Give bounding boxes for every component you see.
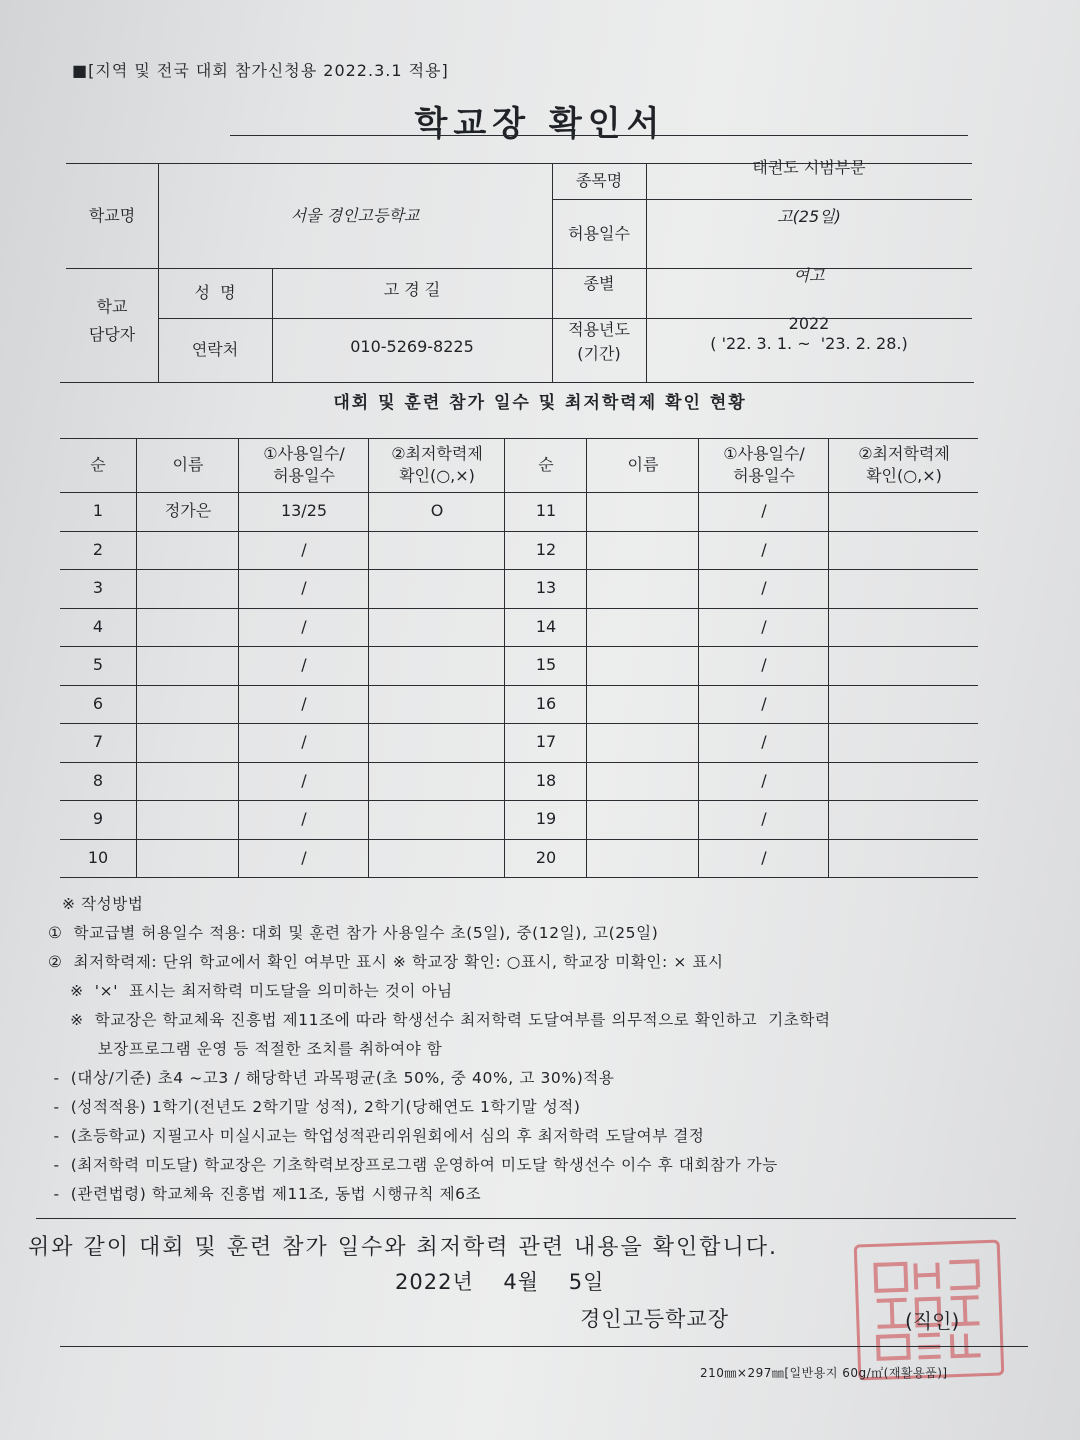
student-name [586, 762, 699, 801]
row-number: 8 [92, 770, 104, 790]
row-number: 3 [92, 578, 104, 598]
row-number: 19 [504, 800, 587, 839]
instructions [48, 890, 1008, 1209]
used-allowed-days: / [238, 685, 369, 724]
type-value: 여고 [793, 266, 825, 286]
confirmation-statement: 위와 같이 대회 및 훈련 참가 일수와 최저학력 관련 내용을 확인합니다. [28, 1235, 778, 1260]
min-academic-check [828, 608, 979, 647]
used-allowed-days: / [238, 800, 369, 839]
student-name [586, 839, 699, 878]
allowed-days-value: 고(25일) [777, 207, 841, 227]
table-row [60, 685, 978, 725]
table-row [60, 492, 978, 532]
student-name [136, 800, 239, 839]
row-number: 11 [504, 492, 587, 531]
header-days-right-line-1: ①사용일수/ [723, 444, 805, 464]
student-name [136, 762, 239, 801]
applied-year-value: 2022 [788, 314, 830, 334]
row-number: 10 [87, 847, 109, 867]
table-row [60, 762, 978, 802]
student-name [136, 531, 239, 570]
header-days-right [698, 438, 829, 492]
student-name [586, 531, 699, 570]
instruction-line: ※ '×' 표시는 최저학력 미도달을 의미하는 것이 아님 [48, 982, 453, 1000]
used-allowed-days: / [238, 762, 369, 801]
row-number: 6 [92, 693, 104, 713]
type-label: 종별 [583, 274, 615, 294]
school-name-value: 서울 경인고등학교 [290, 205, 420, 225]
header-min-right-line-2: 확인(○,×) [866, 466, 942, 485]
event-value: 태권도 시범부문 [752, 158, 866, 178]
row-number: 9 [92, 809, 104, 829]
used-allowed-days: / [698, 839, 829, 878]
row-number: 16 [504, 685, 587, 724]
student-name [586, 646, 699, 685]
instruction-line: - (초등학교) 지필고사 미실시교는 학업성적관리위원회에서 심의 후 최저학력 도달여부 결정 [48, 1127, 705, 1145]
phone-label: 연락처 [191, 340, 239, 360]
header-min-right-line-1: ②최저학력제 [858, 444, 950, 464]
contact-person-label-2: 담당자 [88, 325, 136, 345]
used-allowed-days: / [698, 723, 829, 762]
used-allowed-days: / [238, 531, 369, 570]
student-name [136, 685, 239, 724]
row-number: 17 [504, 723, 587, 762]
phone-value: 010-5269-8225 [350, 337, 474, 357]
student-name [586, 492, 699, 531]
row-number: 2 [92, 539, 104, 559]
issue-date: 2022년 4월 5일 [395, 1270, 605, 1294]
min-academic-check [828, 685, 979, 724]
applied-year-label-2: (기간) [577, 344, 621, 364]
used-allowed-days: / [238, 608, 369, 647]
min-academic-check [828, 839, 979, 878]
person-name-value: 고 경 길 [383, 280, 441, 300]
applied-year-label-1: 적용년도 [568, 320, 630, 340]
instruction-line: 보장프로그램 운영 등 적절한 조치를 취하여야 함 [48, 1040, 443, 1058]
student-name [136, 646, 239, 685]
header-min-line-1: ②최저학력제 [391, 444, 483, 464]
min-academic-check [368, 723, 505, 762]
row-number: 4 [92, 616, 104, 636]
instruction-line: - (최저학력 미도달) 학교장은 기초학력보장프로그램 운영하여 미도달 학생선수 이수 후 대회참가 가능 [48, 1156, 778, 1174]
school-name-label: 학교명 [88, 205, 136, 225]
min-academic-check [828, 762, 979, 801]
instruction-line: - (관련법령) 학교체육 진흥법 제11조, 동법 시행규칙 제6조 [48, 1185, 482, 1203]
min-academic-check [828, 569, 979, 608]
row-number: 18 [504, 762, 587, 801]
min-academic-check [828, 531, 979, 570]
principal-title: 경인고등학교장 [580, 1307, 730, 1331]
used-allowed-days: / [698, 685, 829, 724]
applied-period-value: ( '22. 3. 1. ~ '23. 2. 28.) [710, 334, 908, 354]
table-row [60, 608, 978, 648]
header-min-line-2: 확인(○,×) [399, 466, 475, 485]
student-name: 정가은 [136, 492, 239, 531]
instruction-line: - (성적적용) 1학기(전년도 2학기말 성적), 2학기(당해연도 1학기말 성적) [48, 1098, 581, 1116]
table-row [60, 839, 978, 879]
row-number: 13 [504, 569, 587, 608]
table-row [60, 569, 978, 609]
min-academic-check [828, 800, 979, 839]
used-allowed-days: / [698, 646, 829, 685]
instructions-heading: ※ 작성방법 [62, 895, 144, 913]
student-name [586, 608, 699, 647]
used-allowed-days: / [698, 762, 829, 801]
row-number: 1 [92, 501, 104, 521]
student-name [586, 685, 699, 724]
header-days-line-1: ①사용일수/ [263, 444, 345, 464]
min-academic-check [828, 492, 979, 531]
used-allowed-days: / [698, 800, 829, 839]
student-name [136, 723, 239, 762]
min-academic-check [368, 762, 505, 801]
student-name [136, 839, 239, 878]
row-number: 12 [504, 531, 587, 570]
header-min-academic-right [828, 438, 979, 492]
used-allowed-days: / [698, 569, 829, 608]
used-allowed-days: 13/25 [238, 492, 369, 531]
seal-label: (직인) [905, 1309, 960, 1333]
min-academic-check [368, 608, 505, 647]
instruction-line: ② 최저학력제: 단위 학교에서 확인 여부만 표시 ※ 학교장 확인: ○표시, 학교장 미확인: × 표시 [48, 953, 724, 971]
header-name: 이름 [136, 438, 239, 492]
used-allowed-days: / [238, 569, 369, 608]
header-days-line-2: 허용일수 [273, 466, 335, 485]
form-usage-note: ■[지역 및 전국 대회 참가신청용 2022.3.1 적용] [72, 61, 449, 80]
min-academic-check [368, 569, 505, 608]
used-allowed-days: / [698, 492, 829, 531]
student-name [136, 569, 239, 608]
student-name [136, 608, 239, 647]
min-academic-check [368, 839, 505, 878]
table-header-row [60, 438, 978, 493]
header-no: 순 [90, 455, 106, 475]
row-number: 5 [92, 655, 104, 675]
row-number: 20 [504, 839, 587, 878]
header-name-right: 이름 [586, 438, 699, 492]
student-name [586, 569, 699, 608]
contact-person-label-1: 학교 [96, 297, 128, 317]
person-name-label: 성 명 [194, 283, 236, 303]
used-allowed-days: / [238, 646, 369, 685]
min-academic-check [368, 800, 505, 839]
used-allowed-days: / [698, 531, 829, 570]
used-allowed-days: / [698, 608, 829, 647]
min-academic-check [368, 646, 505, 685]
instruction-line: - (대상/기준) 초4 ~고3 / 해당학년 과목평균(초 50%, 중 40%, 고 30%)적용 [48, 1069, 615, 1087]
instruction-line: ① 학교급별 허용일수 적용: 대회 및 훈련 참가 사용일수 초(5일), 중(12일), 고(25일) [48, 924, 659, 942]
student-name [586, 723, 699, 762]
min-academic-check [368, 531, 505, 570]
instruction-line: ※ 학교장은 학교체육 진흥법 제11조에 따라 학생선수 최저학력 도달여부를 의무적으로 확인하고 기초학력 [48, 1011, 831, 1029]
instructions-lines [48, 919, 1008, 1209]
header-days-right-line-2: 허용일수 [733, 466, 795, 485]
section-title: 대회 및 훈련 참가 일수 및 최저학력제 확인 현황 [333, 393, 747, 413]
table-row [60, 646, 978, 686]
header-days [238, 438, 369, 492]
student-name [586, 800, 699, 839]
header-min-academic [368, 438, 505, 492]
table-row [60, 800, 978, 840]
min-academic-check [368, 685, 505, 724]
paper-spec: 210㎜×297㎜[일반용지 60g/㎡(재활용품)] [700, 1366, 948, 1380]
table-row [60, 723, 978, 763]
row-number: 15 [504, 646, 587, 685]
allowed-days-label: 허용일수 [568, 223, 630, 243]
header-no-right: 순 [504, 438, 587, 492]
row-number: 7 [92, 732, 104, 752]
event-label: 종목명 [575, 171, 623, 191]
min-academic-check [828, 723, 979, 762]
table-row [60, 531, 978, 571]
document-title: 학교장 확인서 [414, 104, 666, 144]
row-number: 14 [504, 608, 587, 647]
used-allowed-days: / [238, 839, 369, 878]
min-academic-check: O [368, 492, 505, 531]
min-academic-check [828, 646, 979, 685]
used-allowed-days: / [238, 723, 369, 762]
